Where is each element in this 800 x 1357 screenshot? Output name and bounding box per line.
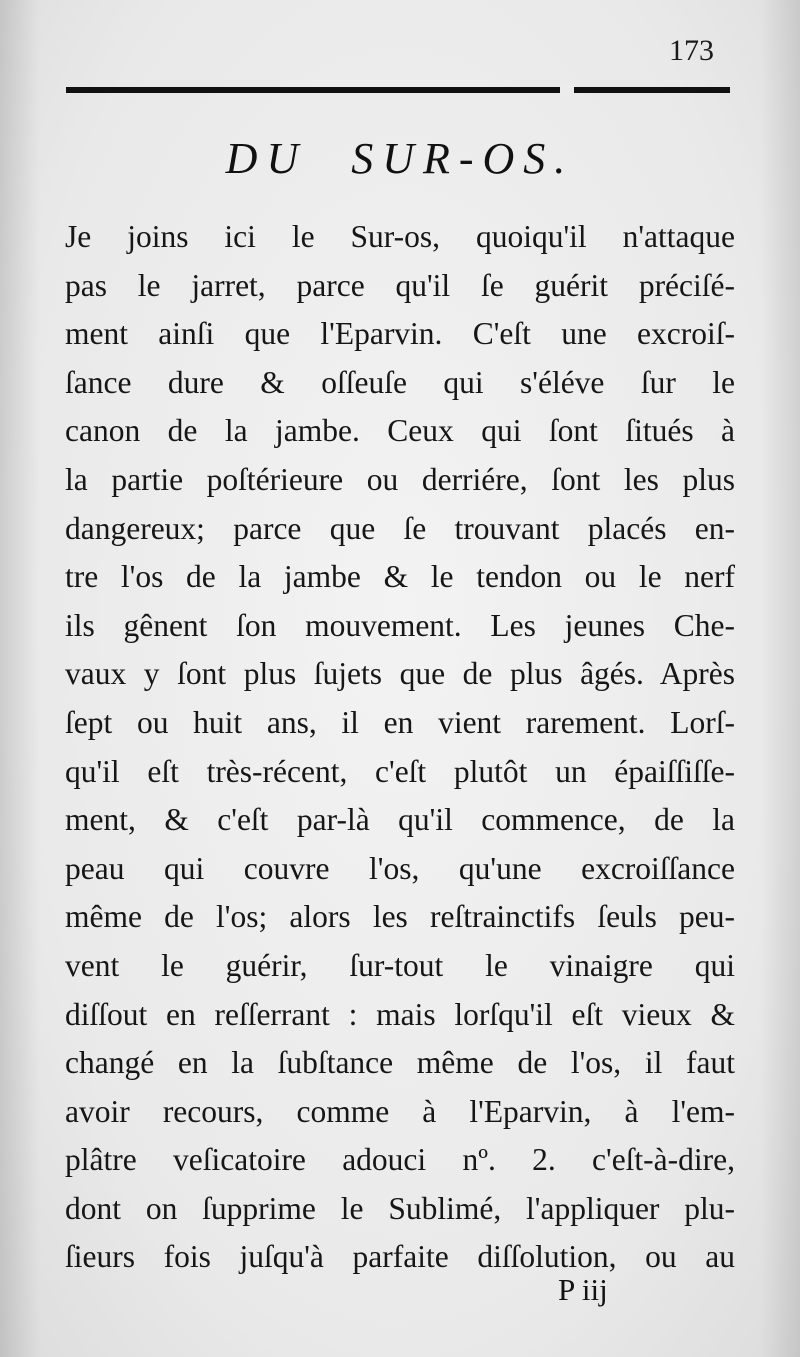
text-line: plâtre veſicatoire adouci nº. 2. c'eſt-à-dire,	[65, 1142, 735, 1178]
text-line: Je joins ici le Sur-os, quoiqu'il n'attaque	[65, 219, 735, 254]
text-line: ſieurs fois juſqu'à parfaite diſſolution, ou au	[65, 1239, 735, 1275]
page-edge-left	[0, 0, 40, 1357]
page-number: 173	[669, 34, 714, 67]
text-line: tre l'os de la jambe & le tendon ou le nerf	[65, 559, 735, 595]
text-line: même de l'os; alors les reſtrainctifs ſeuls peu-	[65, 899, 735, 935]
text-line: vent le guérir, ſur-tout le vinaigre qui	[65, 947, 735, 983]
text-line: qu'il eſt très-récent, c'eſt plutôt un épaiſſiſſe-	[65, 753, 735, 789]
text-line: ſance dure & oſſeuſe qui s'éléve ſur le	[65, 364, 735, 400]
text-line: avoir recours, comme à l'Eparvin, à l'em-	[65, 1093, 735, 1129]
text-line: canon de la jambe. Ceux qui ſont ſitués à	[65, 413, 735, 449]
text-line: vaux y ſont plus ſujets que de plus âgés. Après	[65, 656, 735, 692]
text-line: ſept ou huit ans, il en vient rarement. Lorſ-	[65, 704, 735, 740]
text-line: diſſout en reſſerrant : mais lorſqu'il eſt vieux &	[65, 996, 735, 1032]
signature-mark: P iij	[558, 1272, 608, 1307]
chapter-title: DU SUR-OS.	[225, 134, 575, 183]
text-line: peau qui couvre l'os, qu'une excroiſſance	[65, 850, 735, 886]
text-line: changé en la ſubſtance même de l'os, il faut	[65, 1045, 735, 1081]
text-line: la partie poſtérieure ou derriére, ſont les plus	[65, 461, 735, 497]
text-line: ment, & c'eſt par-là qu'il commence, de la	[65, 802, 735, 838]
body-text	[65, 213, 735, 1282]
header-rule-gap	[560, 84, 574, 96]
text-line: ils gênent ſon mouvement. Les jeunes Che-	[65, 607, 735, 643]
header-rule	[66, 87, 730, 93]
text-line: pas le jarret, parce qu'il ſe guérit préciſé-	[65, 267, 735, 303]
text-line: dont on ſupprime le Sublimé, l'appliquer plu-	[65, 1190, 735, 1226]
text-line: ment ainſi que l'Eparvin. C'eſt une excroiſ-	[65, 316, 735, 352]
page-edge-right	[760, 0, 800, 1357]
text-line: dangereux; parce que ſe trouvant placés en-	[65, 510, 735, 546]
